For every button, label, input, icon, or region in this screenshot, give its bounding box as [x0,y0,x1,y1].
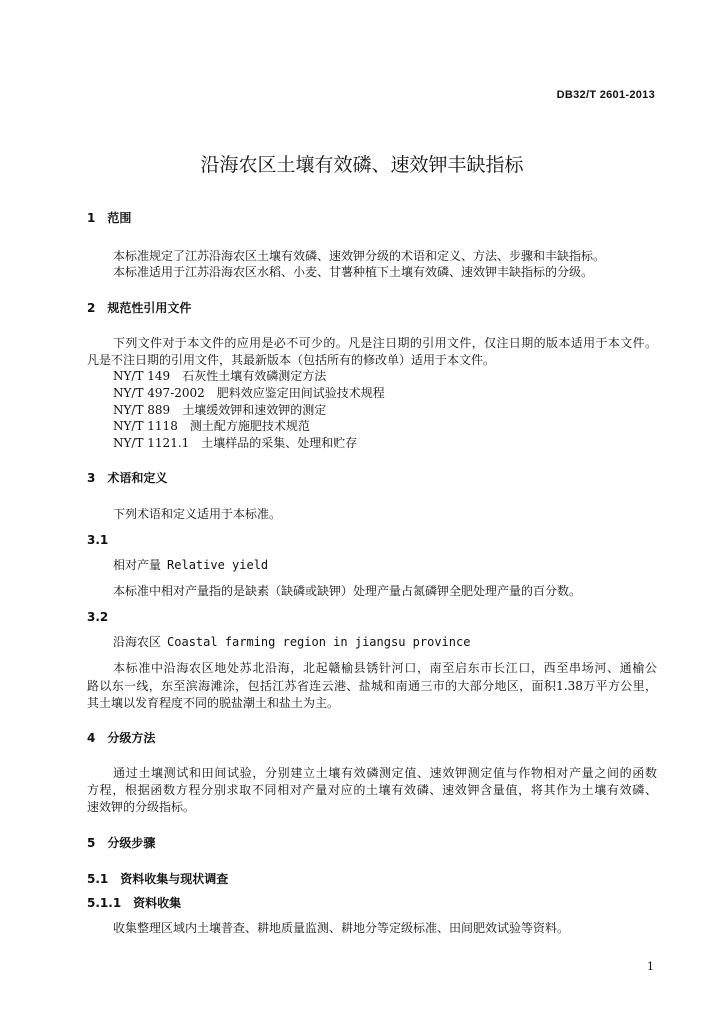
reference-title: 土壤样品的采集、处理和贮存 [201,436,358,450]
document-code: DB32/T 2601-2013 [556,89,655,101]
section-title: 范围 [107,211,132,225]
reference-item [113,402,657,418]
term-english: Relative yield [167,558,269,572]
page-number: 1 [647,960,654,973]
term-chinese: 相对产量 [113,558,162,572]
section-heading-grading-steps [87,835,155,851]
section-number: 2 [87,301,96,315]
section-heading-terms [87,470,167,486]
reference-code: NY/T 497-2002 [113,386,205,400]
reference-item [113,368,657,384]
section-title: 术语和定义 [107,471,168,485]
paragraph-line: 本标准中沿海农区地处苏北沿海，北起赣榆县锈针河口，南至启东市长江口，西至串场河、通榆公 [113,661,657,675]
paragraph-line: 凡是不注日期的引用文件，其最新版本（包括所有的修改单）适用于本文件。 [87,353,496,367]
paragraph-line: 下列术语和定义适用于本标准。 [113,507,282,521]
reference-title: 石灰性土壤有效磷测定方法 [182,369,327,383]
section-number: 4 [87,731,96,745]
section-heading-grading-method [87,730,155,746]
term-number: 3.1 [87,533,109,547]
subsection-title: 资料收集与现状调查 [120,872,229,886]
paragraph-line: 下列文件对于本文件的应用是必不可少的。凡是注日期的引用文件，仅注日期的版本适用于本文件。 [113,336,657,350]
paragraph-line: 通过土壤测试和田间试验，分别建立土壤有效磷测定值、速效钾测定值与作物相对产量之间的函数 [113,766,657,780]
section-number: 3 [87,471,96,485]
paragraph-line: 本标准中相对产量指的是缺素（缺磷或缺钾）处理产量占氮磷钾全肥处理产量的百分数。 [113,584,582,598]
reference-item [113,435,657,451]
paragraph-line: 速效钾的分级指标。 [87,800,196,814]
reference-code: NY/T 1118 [113,419,178,433]
subsection-title: 资料收集 [133,896,182,910]
reference-item [113,418,657,434]
section-title: 分级步骤 [107,836,156,850]
subsection-heading-data-collection [87,895,181,911]
term-english: Coastal farming region in jiangsu province [167,635,471,649]
reference-code: NY/T 1121.1 [113,436,190,450]
reference-title: 测土配方施肥技术规范 [189,419,310,433]
paragraph-line: 方程，根据函数方程分别求取不同相对产量对应的土壤有效磷、速效钾含量值，将其作为土壤有效磷、 [87,783,657,797]
paragraph-line: 其土壤以发育程度不同的脱盐潮土和盐土为主。 [87,696,340,710]
paragraph-line: 本标准适用于江苏沿海农区水稻、小麦、甘薯种植下土壤有效磷、速效钾丰缺指标的分级。 [113,265,594,279]
term-heading [113,634,470,650]
section-title: 规范性引用文件 [107,301,192,315]
term-number: 3.2 [87,610,109,624]
paragraph-line: 本标准规定了江苏沿海农区土壤有效磷、速效钾分级的术语和定义、方法、步骤和丰缺指标。 [113,249,606,263]
reference-title: 肥料效应鉴定田间试验技术规程 [216,386,385,400]
term-chinese: 沿海农区 [113,635,162,649]
reference-title: 土壤缓效钾和速效钾的测定 [182,403,327,417]
section-title: 分级方法 [107,731,156,745]
section-number: 5 [87,836,96,850]
section-heading-normative-references [87,300,191,316]
subsection-number: 5.1 [87,872,109,886]
section-heading-scope [87,210,131,226]
reference-code: NY/T 889 [113,403,171,417]
document-title: 沿海农区土壤有效磷、速效钾丰缺指标 [200,154,524,176]
subsection-heading-data-collection-survey [87,871,228,887]
term-heading [113,557,268,573]
subsection-number: 5.1.1 [87,896,122,910]
paragraph-line: 收集整理区域内土壤普查、耕地质量监测、耕地分等定级标准、田间肥效试验等资料。 [113,921,570,935]
section-number: 1 [87,211,96,225]
reference-item [113,385,657,401]
reference-code: NY/T 149 [113,369,171,383]
paragraph-line: 路以东一线，东至滨海滩涂，包括江苏省连云港、盐城和南通三市的大部分地区，面积1.38万平方公里， [87,679,657,693]
